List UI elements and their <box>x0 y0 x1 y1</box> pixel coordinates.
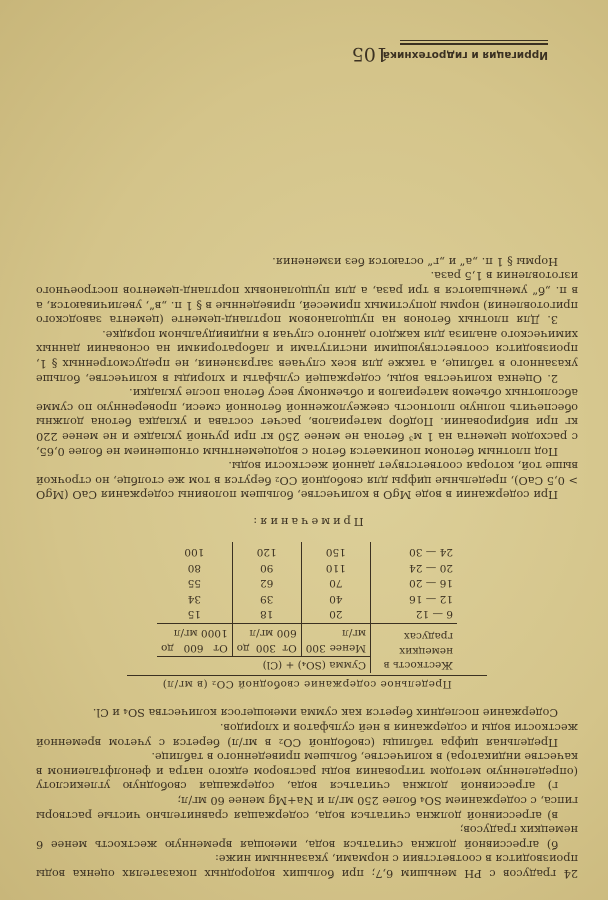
value-cell: 110 <box>325 562 346 574</box>
note-paragraph: При содержании в воде MgO в количестве, большем половины содержания CaO (MgO > 0,5 CaO), предельные цифры для свободной CO₂ берутся в том же столбце, но строчкой выше той, которая соответствует данной жесткости воды. <box>36 459 578 502</box>
sum-header: Сумма (SO₄) + (Cl) <box>157 656 371 673</box>
running-head-title: Ирригация и гидротехника <box>382 49 548 61</box>
paragraph: Содержание последних берется как сумма имеющегося количества SO₄ и Cl. <box>92 706 558 720</box>
column-header: От 600 до 1000 мг/л <box>157 624 232 656</box>
column-header: От 300 до 600 мг/л <box>232 624 301 656</box>
notes-heading: Примечания: <box>250 515 364 528</box>
running-head-rule <box>400 40 548 45</box>
value-cell: 15 <box>187 608 202 621</box>
paragraph: Предельная цифра таблицы (свободной CO₂ в мг/л) берется с учетом временной жесткости воды и содержания в ней сульфатов и хлоридов. <box>36 721 578 749</box>
hardness-cell: 24 — 30 <box>409 546 453 559</box>
value-cell: 40 <box>329 593 343 605</box>
value-cell: 80 <box>187 562 202 574</box>
note-paragraph: 2. Оценка количества воды, содержащей сульфаты и хлориды в количестве, больше указанного в таблице, а также для всех случаев загрязнения, не предусмотренных § 1, производится соответствующими институтами и лабораториями на основании данных химического анализа для каждого данного случая в индивидуальном порядке. <box>36 327 578 385</box>
value-cell: 18 <box>260 608 274 621</box>
table-row <box>157 542 457 624</box>
list-item-g: г) агрессивной должна считаться вода, содержащая свободную углекислоту (определенную методом титрования воды раствором едкого натра и фенолфталеином в качестве индикатора) в количестве, большем приведенного в таблице. <box>36 750 578 793</box>
value-cell: 39 <box>260 593 274 605</box>
value-cell: 70 <box>329 577 343 590</box>
hardness-cell: 20 — 24 <box>409 562 453 574</box>
note-paragraph: Нормы § 1 п. „а“ и „г“ остаются без изменения. <box>272 254 558 268</box>
column-header: Менее 300 мг/л <box>301 624 370 656</box>
running-head <box>28 35 548 65</box>
value-cell: 62 <box>260 577 274 590</box>
page-body <box>36 253 578 880</box>
hardness-cell: 12 — 16 <box>409 593 453 605</box>
value-cell: 120 <box>256 546 277 559</box>
value-cell: 34 <box>187 593 202 605</box>
list-item-b: б) агрессивной должна считаться вода, имеющая временную жесткость менее 6 немецких градусов; <box>36 823 578 851</box>
co2-table <box>127 542 487 676</box>
hardness-cell: 6 — 12 <box>415 608 453 621</box>
value-cell: 150 <box>325 546 346 559</box>
value-cell: 20 <box>329 608 343 621</box>
list-item-v: в) агрессивной должна считаться вода, содержащая сравнительно чистые растворы гипса, с содержанием SO₄ более 250 мг/л и Na+Mg менее 60 мг/л; <box>36 794 578 822</box>
table-title: Предельное содержание свободной CO₂ (в мг/л) <box>162 677 452 690</box>
note-paragraph: 3. Для плотных бетонов на пуццолановом портланд-цементе (цемента заводского приготовления) нормы допустимых примесей, приведенные в § 1 п. „в“, увеличиваются, а в п. „б“ уменьшаются в три раза, а для пуццолановых портланд-цементов построечного изготовления в 1,5 раза. <box>36 269 578 327</box>
note-paragraph: Под плотным бетоном понимается бетон с водоцементным отношением не более 0,65, с расходом цемента на 1 м³ бетона не менее 250 кг при ручной укладке и не менее 220 кг при вибрировании. Подбор материалов, расчет состава и укладка бетона должны обеспечить полную плотность свежеуложенной бетонной смеси, проверенную по сумме абсолютных объемов материалов и объемному весу бетона после укладки. <box>36 386 578 458</box>
page-number: 105 <box>351 43 388 65</box>
value-cell: 90 <box>260 562 274 574</box>
value-cell: 100 <box>184 546 205 559</box>
value-cell: 55 <box>187 577 202 590</box>
hardness-header: Жесткость в немецких градусах <box>371 624 458 673</box>
hardness-cell: 16 — 20 <box>409 577 453 590</box>
paragraph: 24 градусов с PH меньшим 6,7; при больших водородных показателях оценка воды производится в соответствии с нормами, указанными ниже: <box>36 852 578 880</box>
